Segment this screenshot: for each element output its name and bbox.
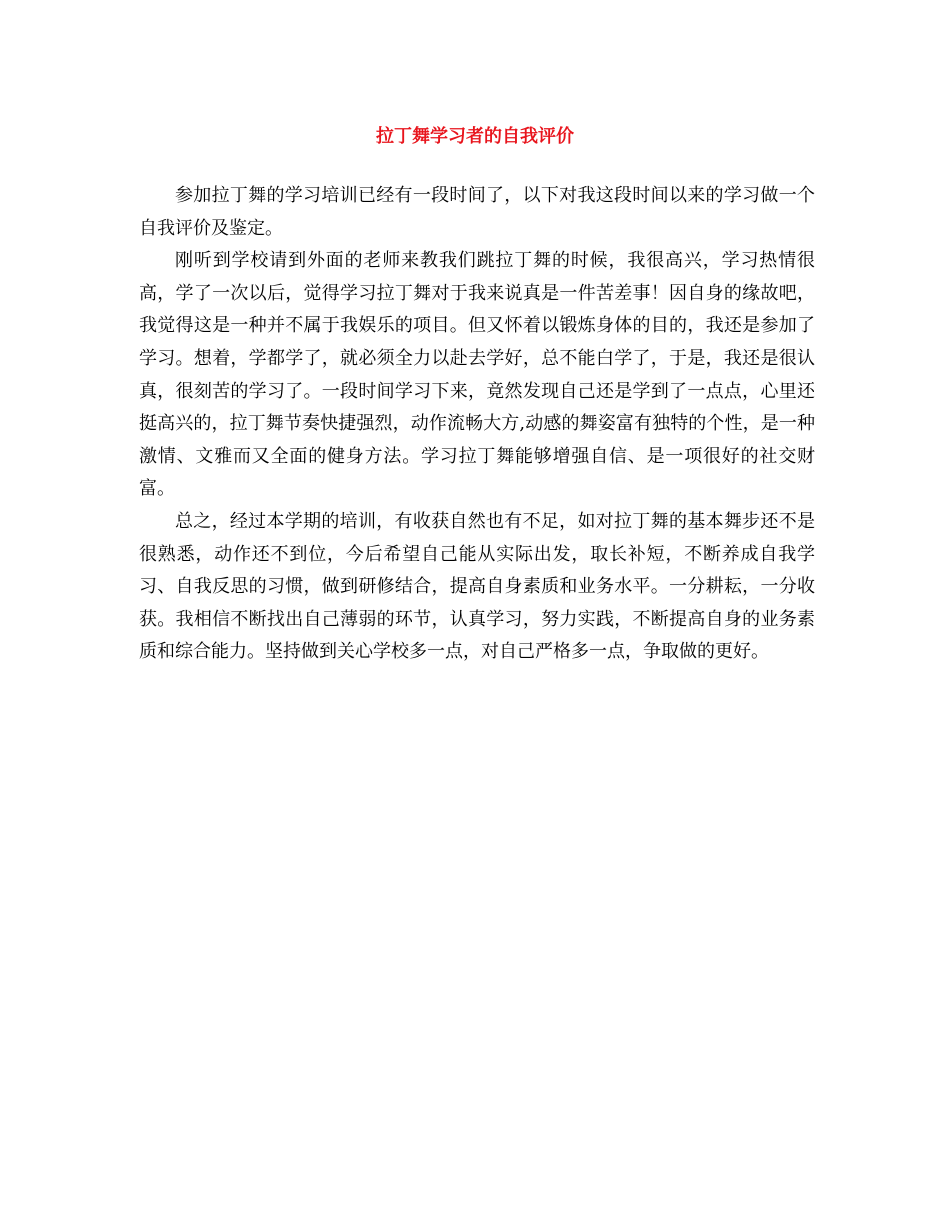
paragraph-intro: 参加拉丁舞的学习培训已经有一段时间了，以下对我这段时间以来的学习做一个自我评价及鉴定。	[139, 185, 815, 239]
document-body	[139, 180, 815, 669]
document-title: 拉丁舞学习者的自我评价	[376, 126, 574, 147]
paragraph-experience: 刚听到学校请到外面的老师来教我们跳拉丁舞的时候，我很高兴，学习热情很高，学了一次以后，觉得学习拉丁舞对于我来说真是一件苦差事！因自身的缘故吧，我觉得这是一种并不属于我娱乐的项目。但又怀着以锻炼身体的目的，我还是参加了学习。想着，学都学了，就必须全力以赴去学好，总不能白学了，于是，我还是很认真，很刻苦的学习了。一段时间学习下来，竟然发现自己还是学到了一点点，心里还挺高兴的，拉丁舞节奏快捷强烈，动作流畅大方,动感的舞姿富有独特的个性，是一种激情、文雅而又全面的健身方法。学习拉丁舞能够增强自信、是一项很好的社交财富。	[139, 250, 815, 500]
paragraph-summary: 总之，经过本学期的培训，有收获自然也有不足，如对拉丁舞的基本舞步还不是很熟悉，动作还不到位，今后希望自己能从实际出发，取长补短，不断养成自我学习、自我反思的习惯，做到研修结合，提高自身素质和业务水平。一分耕耘，一分收获。我相信不断找出自己薄弱的环节，认真学习，努力实践，不断提高自身的业务素质和综合能力。坚持做到关心学校多一点，对自己严格多一点，争取做的更好。	[139, 510, 815, 663]
